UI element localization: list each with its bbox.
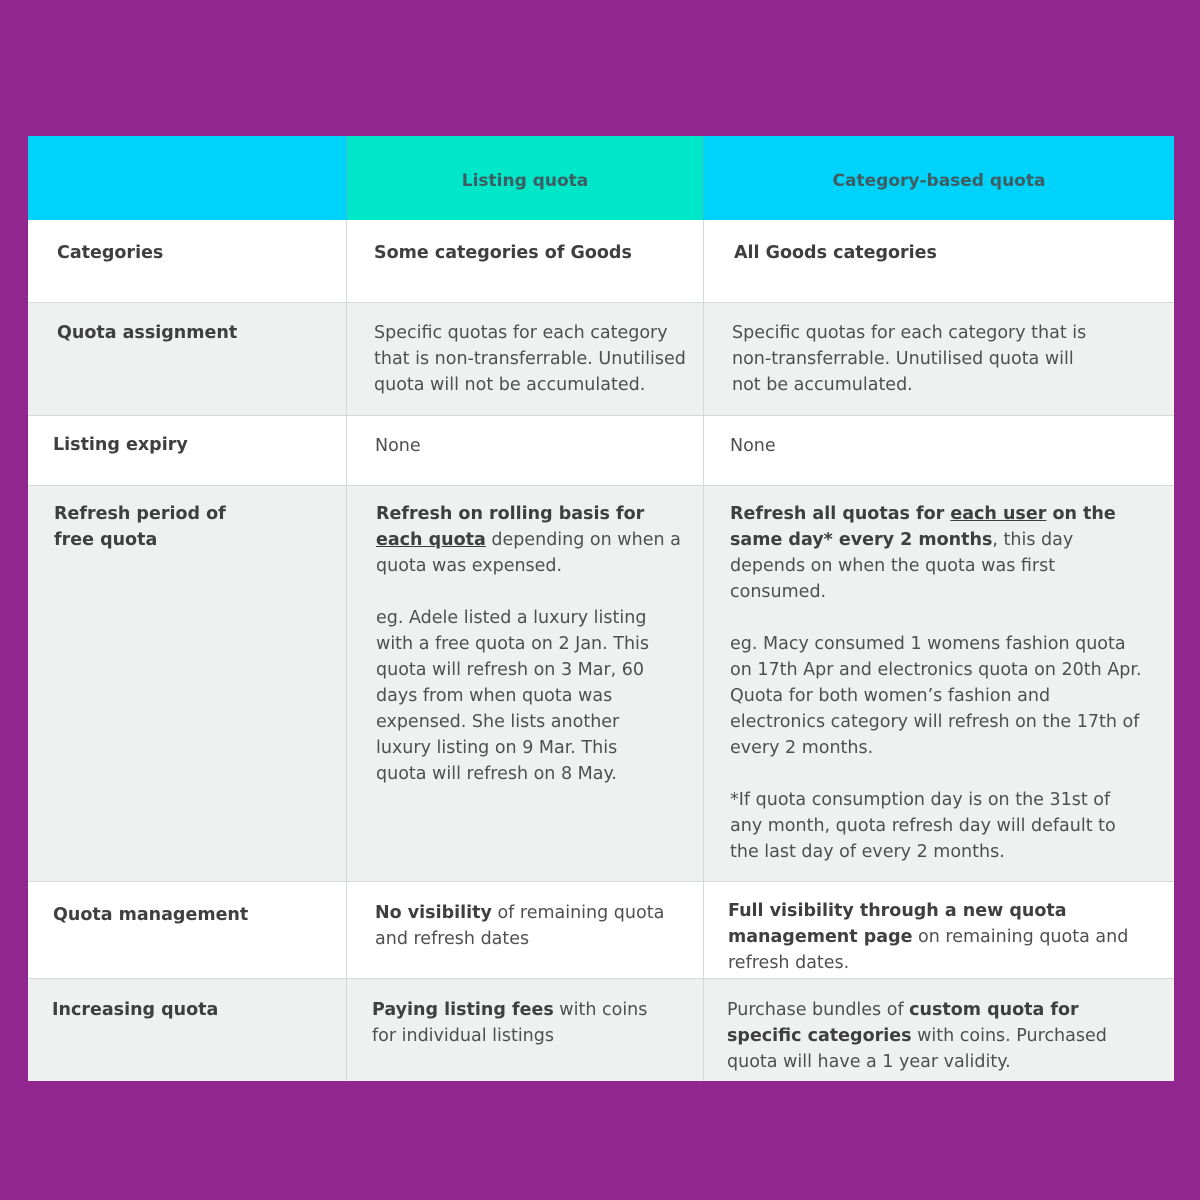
refresh-listing-bold: Refresh on rolling basis for <box>376 504 645 524</box>
assignment-category-value: Specific quotas for each category that is non-transferrable. Unutilised quota will not be accumulated. <box>732 323 1087 395</box>
row-label-cell <box>28 979 346 1081</box>
header-category-quota: Category-based quota <box>832 171 1046 191</box>
row-label: Categories <box>57 243 164 263</box>
assignment-listing-value: Specific quotas for each category that is non-transferrable. Unutilised quota will not be accumulated. <box>374 323 686 395</box>
refresh-category-rest: , this day depends on when the quota was first consumed. <box>730 530 1074 602</box>
refresh-category-value <box>730 501 1150 865</box>
listing-quota-cell <box>346 303 703 416</box>
table-header-row <box>28 136 1174 220</box>
row-label: Quota assignment <box>57 323 238 343</box>
refresh-category-example: eg. Macy consumed 1 womens fashion quota on 17th Apr and electronics quota on 20th Apr. Quota for both women’s fashion and electronics category will refresh on the 17th of every 2 months. <box>730 634 1142 758</box>
row-label: Refresh period of free quota <box>54 504 226 550</box>
table-row-refresh-period <box>28 485 1174 882</box>
refresh-listing-summary <box>376 501 691 579</box>
refresh-category-bold-b: on the same day* every 2 months <box>730 504 1116 550</box>
table-row-categories <box>28 220 1174 302</box>
categories-category-value: All Goods categories <box>734 243 937 263</box>
row-label-cell <box>28 486 346 882</box>
row-label: Increasing quota <box>52 1000 219 1020</box>
listing-quota-cell <box>346 979 703 1081</box>
category-quota-cell <box>703 303 1174 416</box>
increasing-listing-value <box>372 997 672 1049</box>
category-quota-cell <box>703 486 1174 882</box>
table-row-increasing-quota <box>28 978 1174 1081</box>
increasing-category-rest: with coins. Purchased quota will have a 1 year validity. <box>727 1026 1107 1072</box>
refresh-category-note: *If quota consumption day is on the 31st of any month, quota refresh day will default to the last day of every 2 months. <box>730 790 1116 862</box>
management-category-bold: Full visibility through a new quota management page <box>728 901 1067 947</box>
management-listing-rest: of remaining quota and refresh dates <box>375 903 665 949</box>
comparison-table <box>28 136 1174 1080</box>
category-quota-cell <box>703 882 1174 979</box>
expiry-category-value: None <box>730 436 776 456</box>
increasing-category-bold: custom quota for specific categories <box>727 1000 1079 1046</box>
row-label: Listing expiry <box>53 435 188 455</box>
increasing-category-pre: Purchase bundles of <box>727 1000 910 1020</box>
category-quota-cell <box>703 979 1174 1081</box>
increasing-category-value <box>727 997 1127 1075</box>
listing-quota-cell <box>346 220 703 302</box>
category-quota-cell <box>703 416 1174 486</box>
management-listing-value <box>375 900 675 952</box>
management-listing-bold: No visibility <box>375 903 492 923</box>
management-category-rest: on remaining quota and refresh dates. <box>728 927 1129 973</box>
table-row-listing-expiry <box>28 415 1174 486</box>
listing-quota-cell <box>346 416 703 486</box>
row-label-cell <box>28 220 346 302</box>
header-cell-listing-quota <box>346 136 703 220</box>
row-label-cell <box>28 882 346 979</box>
table-row-quota-management <box>28 881 1174 979</box>
listing-quota-cell <box>346 882 703 979</box>
categories-listing-value: Some categories of Goods <box>374 243 632 263</box>
row-label-cell <box>28 416 346 486</box>
header-empty-cell <box>28 136 346 220</box>
expiry-listing-value: None <box>375 436 421 456</box>
refresh-listing-example: eg. Adele listed a luxury listing with a free quota on 2 Jan. This quota will refresh on 3 Mar, 60 days from when quota was expensed. She lists another luxury listing on 9 Mar. This quota will refresh on 8 May. <box>376 608 650 784</box>
refresh-listing-rest: depending on when a quota was expensed. <box>376 530 681 576</box>
category-quota-cell <box>703 220 1174 302</box>
refresh-listing-underlined: each quota <box>376 530 486 550</box>
refresh-category-underlined: each user <box>950 504 1047 524</box>
refresh-category-summary <box>730 501 1150 605</box>
increasing-listing-rest: with coins for individual listings <box>372 1000 648 1046</box>
refresh-listing-value <box>376 501 691 787</box>
header-cell-category-quota <box>703 136 1174 220</box>
refresh-category-bold: Refresh all quotas for <box>730 504 951 524</box>
header-listing-quota: Listing quota <box>461 171 589 191</box>
listing-quota-cell <box>346 486 703 882</box>
increasing-listing-bold: Paying listing fees <box>372 1000 554 1020</box>
management-category-value <box>728 898 1168 976</box>
row-label: Quota management <box>53 905 249 925</box>
table-row-quota-assignment <box>28 302 1174 416</box>
row-label-cell <box>28 303 346 416</box>
